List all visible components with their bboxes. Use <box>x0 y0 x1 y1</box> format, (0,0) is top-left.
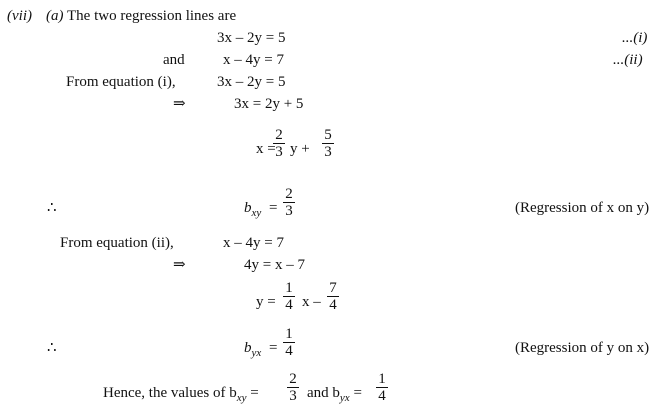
hence-and-part <box>307 385 362 404</box>
step-4y: 4y = x – 7 <box>244 257 305 273</box>
byx-subscript: yx <box>251 347 262 359</box>
byx-fraction-denominator: 4 <box>285 343 293 359</box>
from-equation-ii-label: From equation (ii), <box>60 235 174 251</box>
y-middle: x – <box>302 294 321 310</box>
hence-fraction-2-denominator: 4 <box>378 388 386 404</box>
therefore-symbol: ∴ <box>47 200 57 216</box>
equation-tag-ii: ...(ii) <box>613 52 643 68</box>
byx-fraction <box>282 327 296 358</box>
and-word: and <box>163 52 185 68</box>
hence-fraction-2 <box>375 372 389 403</box>
bxy-note: (Regression of x on y) <box>515 200 650 216</box>
part-label: (vii) <box>7 8 32 24</box>
hence-text: Hence, the values of b <box>103 385 237 401</box>
implies-symbol-2: ⇒ <box>173 257 186 273</box>
bxy-fraction-denominator: 3 <box>285 203 293 219</box>
y-fraction-1-denominator: 4 <box>285 297 293 313</box>
intro-text: The two regression lines are <box>67 8 237 24</box>
hence-equals-1: = <box>250 385 259 401</box>
hence-statement <box>103 385 259 404</box>
y-lhs: y = <box>256 294 276 310</box>
bxy-fraction <box>282 187 296 218</box>
x-fraction-2-numerator: 5 <box>324 127 332 143</box>
hence-fraction-2-numerator: 1 <box>378 371 386 387</box>
y-fraction-1 <box>282 281 296 312</box>
hence-subscript-xy: xy <box>236 392 247 404</box>
y-fraction-1-numerator: 1 <box>285 280 293 296</box>
byx-note: (Regression of y on x) <box>515 340 650 356</box>
from-equation-i-label: From equation (i), <box>66 74 176 90</box>
hence-equals-2: = <box>353 385 362 401</box>
subpart-label: (a) <box>46 8 64 24</box>
bxy-subscript: xy <box>251 207 262 219</box>
from-equation-ii-eq: x – 4y = 7 <box>223 235 284 251</box>
hence-fraction-1-numerator: 2 <box>289 371 297 387</box>
byx-lhs <box>244 340 262 359</box>
implies-symbol: ⇒ <box>173 96 186 112</box>
x-lhs: x = <box>256 141 276 157</box>
bxy-fraction-numerator: 2 <box>285 186 293 202</box>
from-equation-i-eq: 3x – 2y = 5 <box>217 74 286 90</box>
hence-and-text: and b <box>307 385 340 401</box>
x-fraction-2-denominator: 3 <box>324 144 332 160</box>
y-fraction-2 <box>326 281 340 312</box>
therefore-symbol-2: ∴ <box>47 340 57 356</box>
b-symbol: b <box>244 340 252 356</box>
byx-fraction-numerator: 1 <box>285 326 293 342</box>
hence-fraction-1 <box>286 372 300 403</box>
bxy-lhs <box>244 200 262 219</box>
byx-equals: = <box>269 340 278 356</box>
equation-tag-i: ...(i) <box>622 30 648 46</box>
x-fraction-2 <box>321 128 335 159</box>
x-middle: y + <box>290 141 310 157</box>
y-fraction-2-numerator: 7 <box>329 280 337 296</box>
x-fraction-1-numerator: 2 <box>275 127 283 143</box>
hence-fraction-1-denominator: 3 <box>289 388 297 404</box>
hence-subscript-yx: yx <box>339 392 350 404</box>
x-fraction-1-denominator: 3 <box>275 144 283 160</box>
step-3x: 3x = 2y + 5 <box>234 96 304 112</box>
equation-ii: x – 4y = 7 <box>223 52 284 68</box>
y-fraction-2-denominator: 4 <box>329 297 337 313</box>
x-fraction-1 <box>272 128 286 159</box>
bxy-equals: = <box>269 200 278 216</box>
equation-i: 3x – 2y = 5 <box>217 30 286 46</box>
b-symbol: b <box>244 200 252 216</box>
